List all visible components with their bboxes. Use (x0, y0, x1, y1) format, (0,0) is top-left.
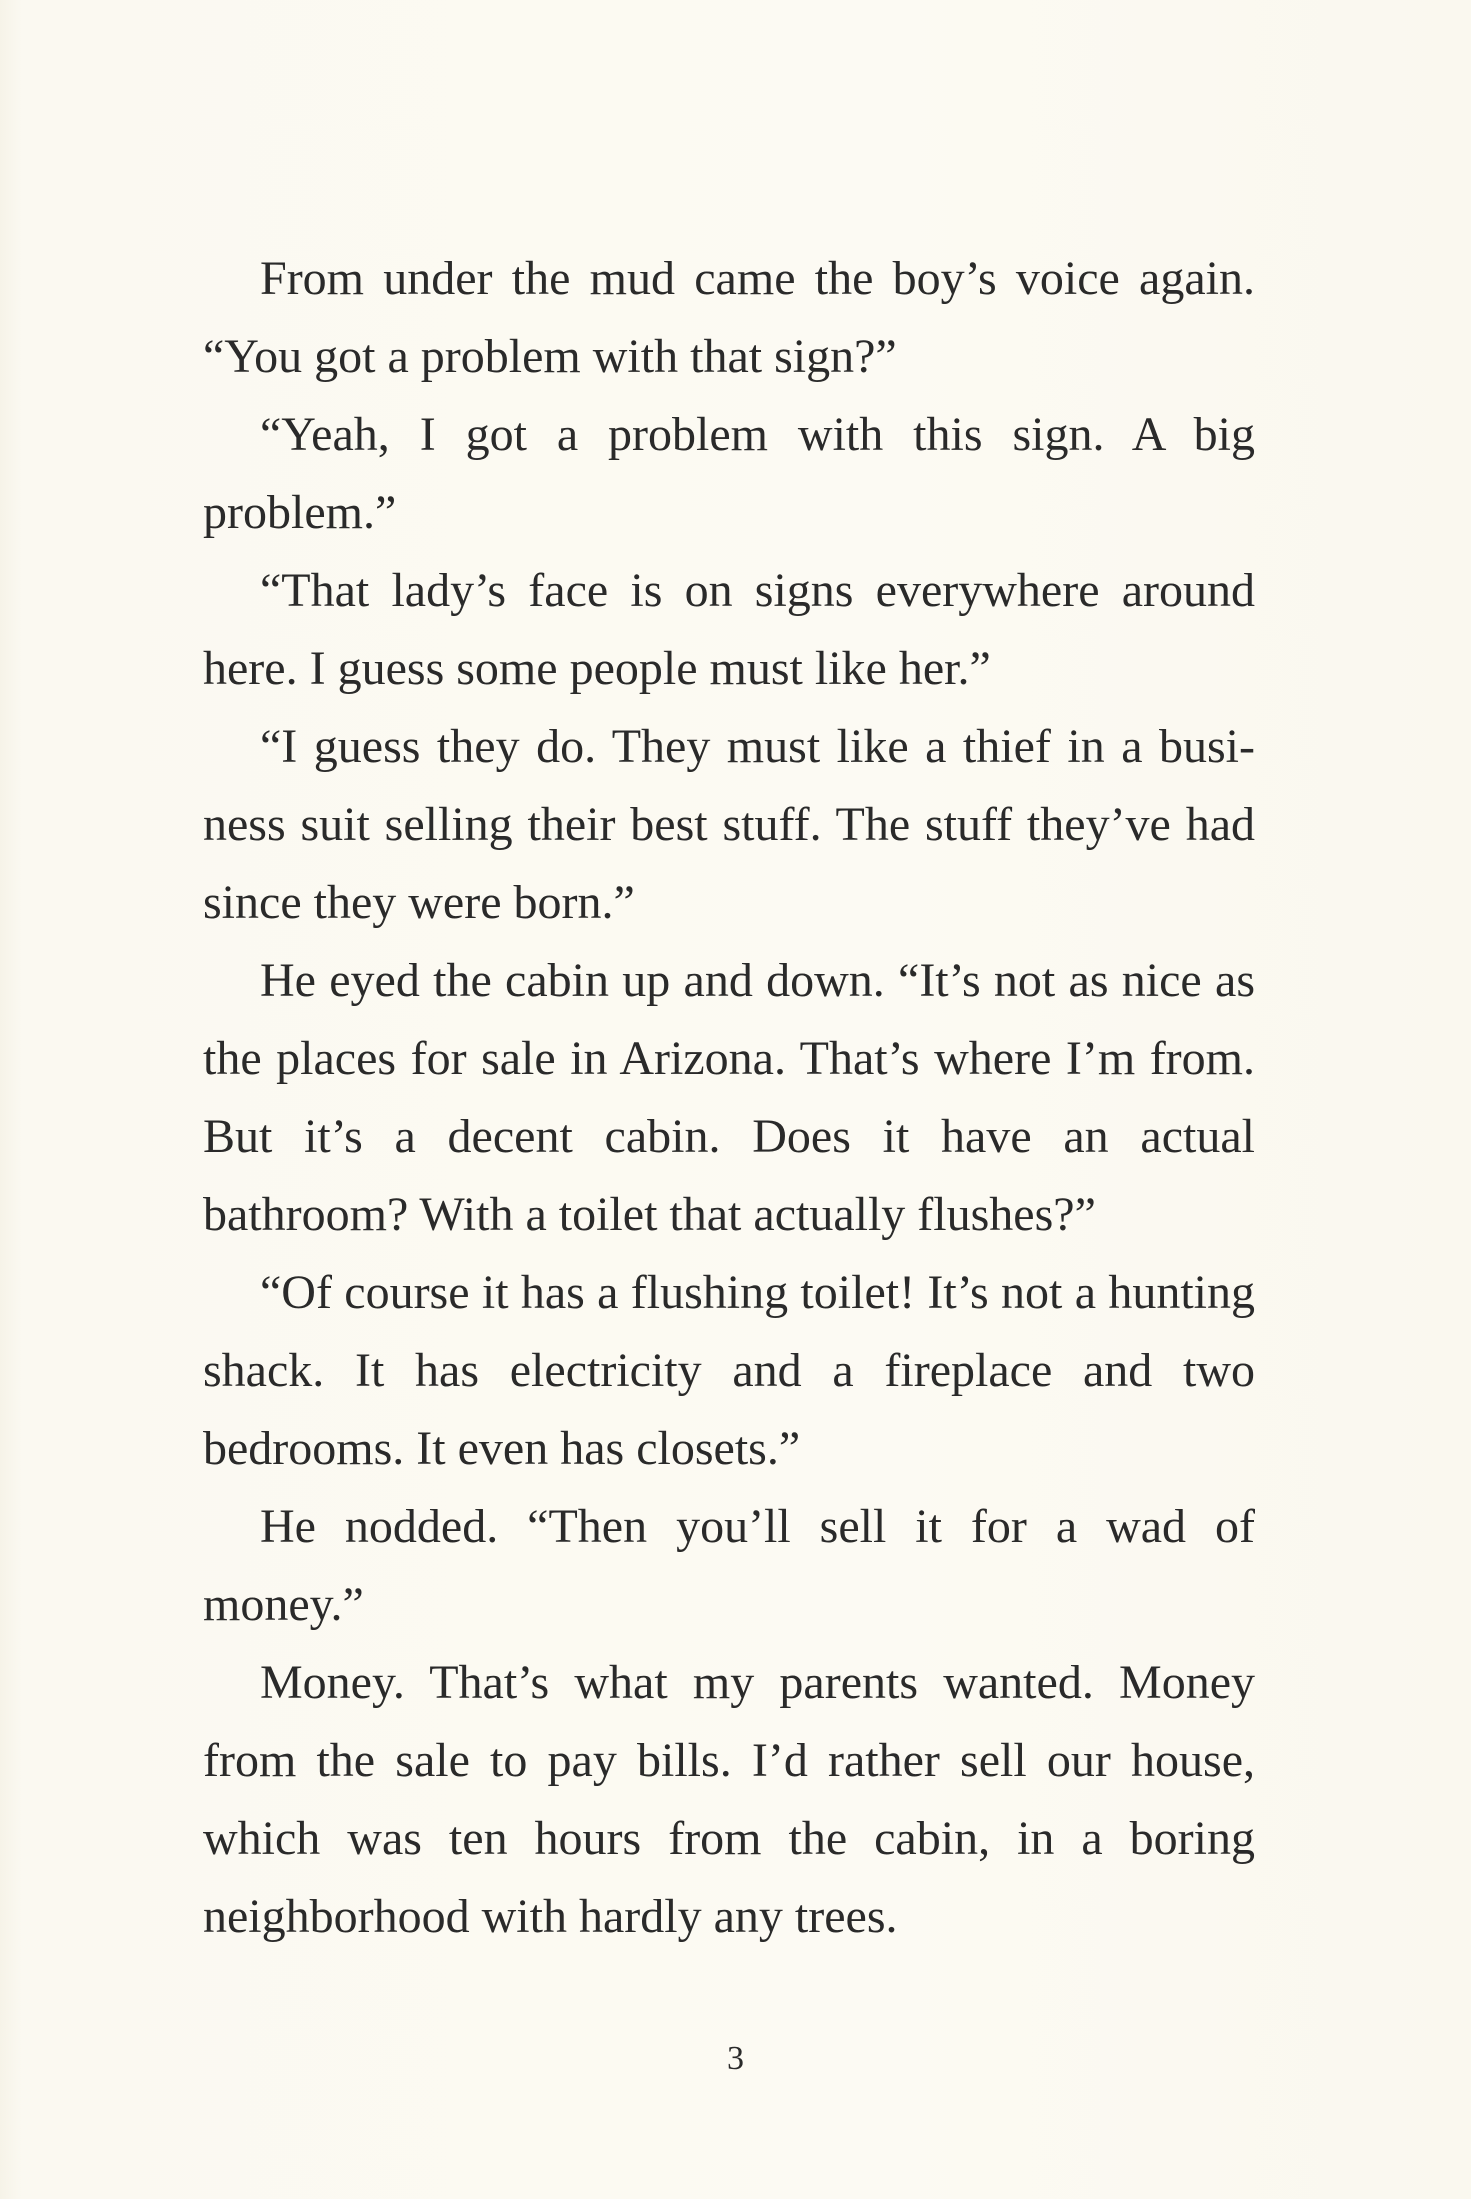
paragraph: From under the mud came the boy’s voice again. “You got a problem with that sign?” (203, 252, 1255, 383)
body-text (203, 240, 1255, 1956)
page-number: 3 (727, 2040, 744, 2077)
paragraph: “I guess they do. They must like a thief in a business suit selling their best stuff. The stuff they’ve had since they were born.” (203, 720, 1255, 929)
paragraph: “Of course it has a flushing toilet! It’s not a hunting shack. It has electricity and a fireplace and two bedrooms. It even has closets.” (203, 1266, 1255, 1475)
paragraph: He eyed the cabin up and down. “It’s not as nice as the places for sale in Arizona. That’s where I’m from. But it’s a decent cabin. Does it have an actual bathroom? With a toilet that actually flushes?” (203, 954, 1255, 1241)
paragraph: Money. That’s what my parents wanted. Money from the sale to pay bills. I’d rather sell our house, which was ten hours from the cabin, in a boring neighborhood with hardly any trees. (203, 1656, 1255, 1943)
paragraph: He nodded. “Then you’ll sell it for a wad of money.” (203, 1500, 1255, 1631)
paragraph: “That lady’s face is on signs everywhere around here. I guess some people must like her.” (203, 564, 1255, 695)
paragraph: “Yeah, I got a problem with this sign. A big problem.” (203, 408, 1255, 539)
